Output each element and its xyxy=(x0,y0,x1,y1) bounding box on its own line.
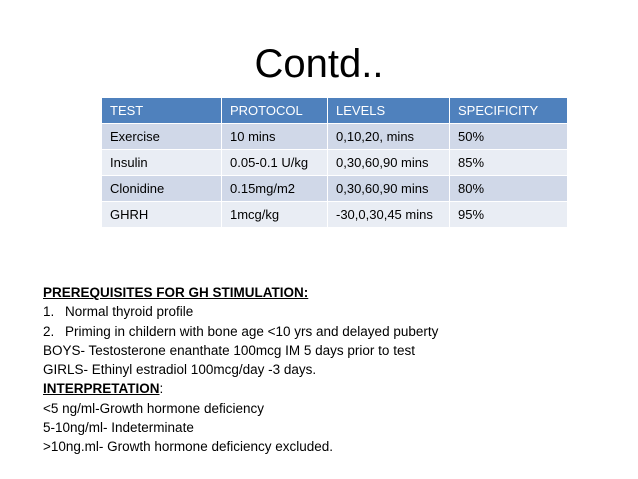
cell-protocol: 10 mins xyxy=(222,124,328,150)
cell-specificity: 95% xyxy=(450,202,568,228)
interpretation-colon: : xyxy=(159,381,164,397)
cell-test: GHRH xyxy=(102,202,222,228)
interpretation-line: <5 ng/ml-Growth hormone deficiency xyxy=(43,400,264,416)
cell-levels: 0,10,20, mins xyxy=(328,124,450,150)
prerequisites-heading: PREREQUISITES FOR GH STIMULATION: xyxy=(43,285,309,300)
prerequisite-item xyxy=(43,302,438,321)
table-row xyxy=(102,176,568,202)
boys-priming-text: BOYS- Testosterone enanthate 100mcg IM 5 days prior to test xyxy=(43,342,415,358)
table-header-row xyxy=(102,98,568,124)
girls-priming-text: GIRLS- Ethinyl estradiol 100mcg/day -3 days. xyxy=(43,362,317,378)
cell-levels: -30,0,30,45 mins xyxy=(328,202,450,228)
interpretation-line: >10ng.ml- Growth hormone deficiency excluded. xyxy=(43,439,334,455)
item-text: Priming in childern with bone age <10 yrs and delayed puberty xyxy=(65,323,439,339)
table-row xyxy=(102,124,568,150)
item-text: Normal thyroid profile xyxy=(65,304,194,320)
column-header-protocol: PROTOCOL xyxy=(222,98,328,124)
table-row xyxy=(102,150,568,176)
column-header-specificity: SPECIFICITY xyxy=(450,98,568,124)
cell-specificity: 50% xyxy=(450,124,568,150)
cell-levels: 0,30,60,90 mins xyxy=(328,150,450,176)
item-number: 2. xyxy=(43,323,55,339)
cell-specificity: 80% xyxy=(450,176,568,202)
column-header-test: TEST xyxy=(102,98,222,124)
interpretation-heading: INTERPRETATION xyxy=(43,381,160,397)
prerequisite-item xyxy=(43,322,438,341)
cell-specificity: 85% xyxy=(450,150,568,176)
cell-levels: 0,30,60,90 mins xyxy=(328,176,450,202)
gh-stimulation-tests-table xyxy=(101,97,568,228)
table-row xyxy=(102,202,568,228)
slide-title: Contd.. xyxy=(254,42,384,86)
cell-test: Clonidine xyxy=(102,176,222,202)
interpretation-heading-line xyxy=(43,379,438,398)
interpretation-line: 5-10ng/ml- Indeterminate xyxy=(43,420,194,436)
cell-protocol: 0.05-0.1 U/kg xyxy=(222,150,328,176)
item-number: 1. xyxy=(43,304,55,320)
notes-block xyxy=(43,283,438,457)
cell-protocol: 0.15mg/m2 xyxy=(222,176,328,202)
cell-test: Exercise xyxy=(102,124,222,150)
cell-test: Insulin xyxy=(102,150,222,176)
column-header-levels: LEVELS xyxy=(328,98,450,124)
cell-protocol: 1mcg/kg xyxy=(222,202,328,228)
